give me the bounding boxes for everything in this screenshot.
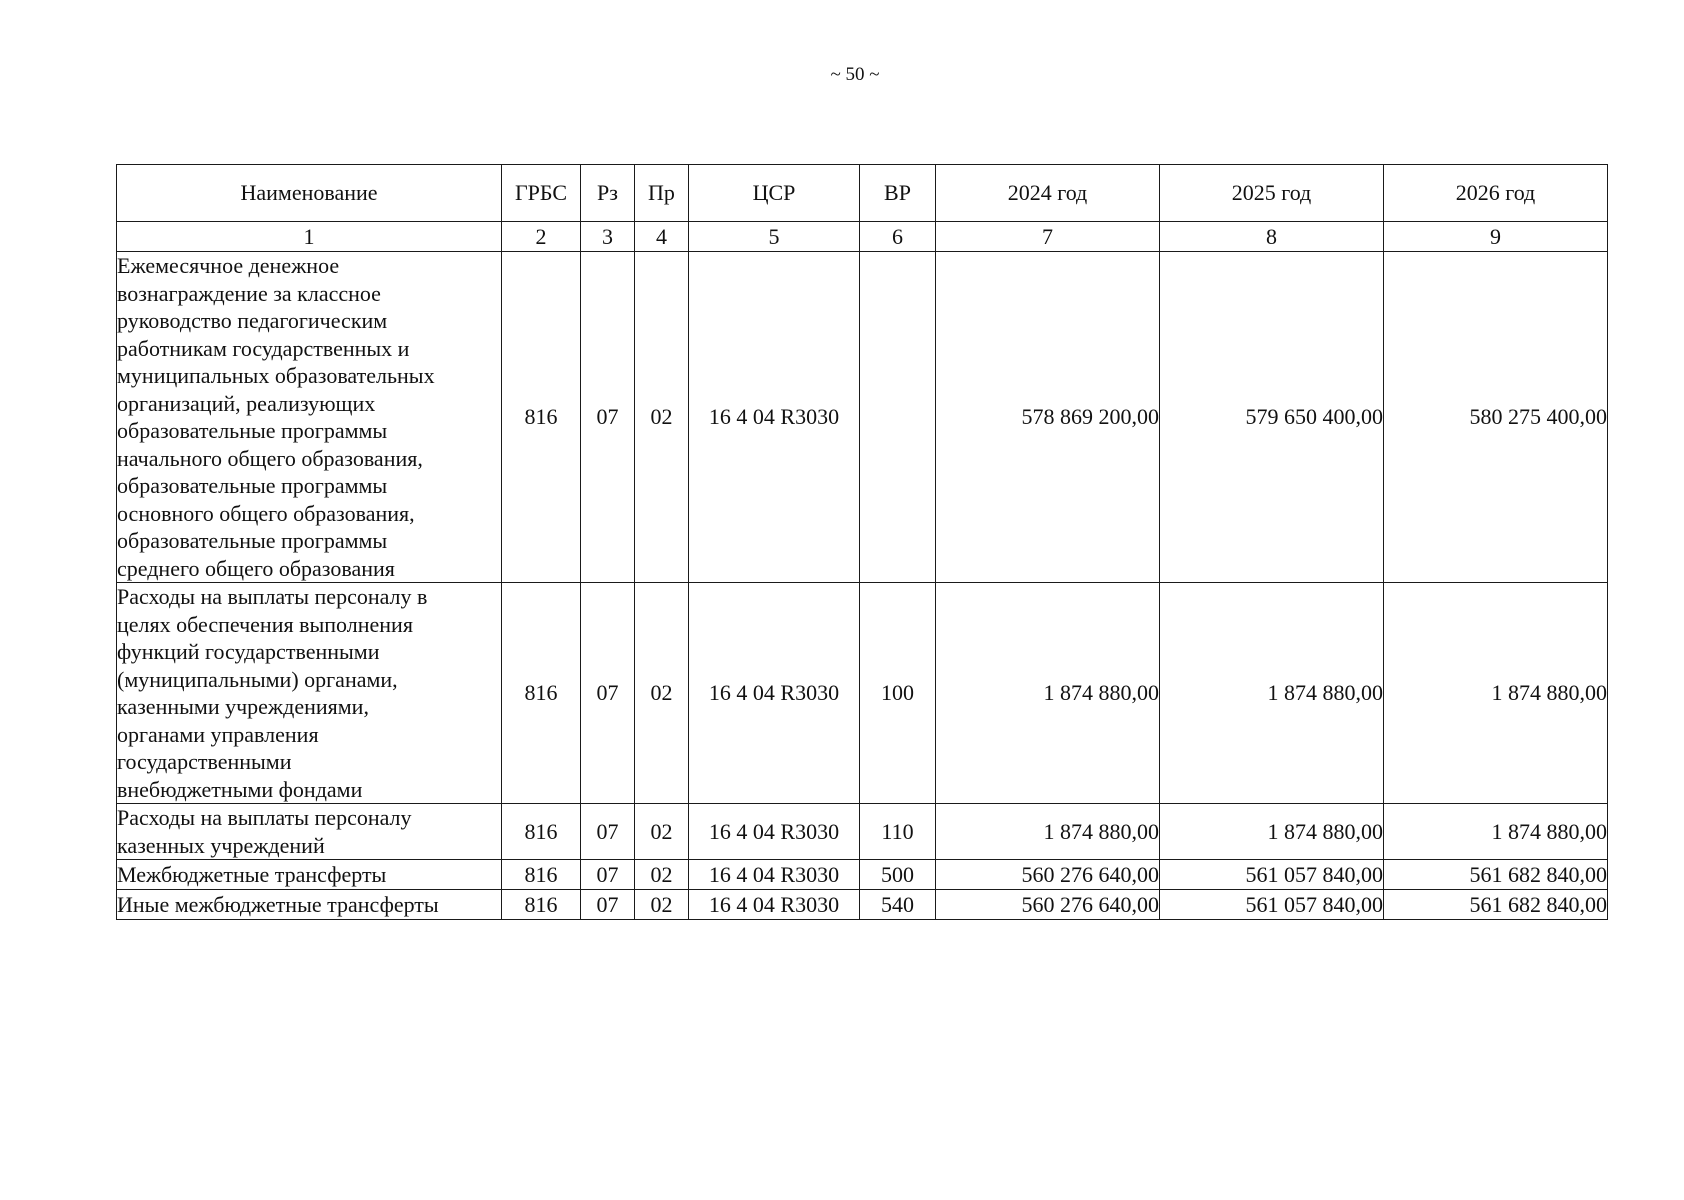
- amount-2024-cell: 560 276 640,00: [936, 890, 1160, 920]
- name-line: Расходы на выплаты персоналу: [117, 805, 412, 830]
- amount-2024-cell: 1 874 880,00: [936, 804, 1160, 860]
- name-line: государственными: [117, 749, 292, 774]
- name-line: казенных учреждений: [117, 832, 325, 858]
- row-name-cell: [117, 583, 502, 804]
- rz-cell: 07: [581, 583, 635, 804]
- row-name-cell: [117, 860, 502, 890]
- amount-2026-cell: 1 874 880,00: [1384, 583, 1608, 804]
- amount-2025-cell: 561 057 840,00: [1160, 890, 1384, 920]
- column-number: 2: [502, 222, 581, 252]
- csr-cell: 16 4 04 R3030: [689, 860, 860, 890]
- rz-cell: 07: [581, 860, 635, 890]
- grbs-cell: 816: [502, 860, 581, 890]
- column-number: 8: [1160, 222, 1384, 252]
- name-line: Иные межбюджетные трансферты: [117, 892, 439, 917]
- column-number: 1: [117, 222, 502, 252]
- vr-cell: 110: [860, 804, 936, 860]
- column-number: 6: [860, 222, 936, 252]
- column-number: 3: [581, 222, 635, 252]
- amount-2025-cell: 1 874 880,00: [1160, 804, 1384, 860]
- amount-2024-cell: 560 276 640,00: [936, 860, 1160, 890]
- name-line: работникам государственных и: [117, 335, 410, 361]
- pr-cell: 02: [635, 804, 689, 860]
- name-line: руководство педагогическим: [117, 308, 388, 333]
- amount-2024-cell: 578 869 200,00: [936, 252, 1160, 583]
- grbs-cell: 816: [502, 252, 581, 583]
- header-vr: ВР: [860, 165, 936, 222]
- header-2026: 2026 год: [1384, 165, 1608, 222]
- pr-cell: 02: [635, 252, 689, 583]
- table-row: [117, 804, 1608, 860]
- name-line: вознаграждение за классное: [117, 280, 381, 306]
- column-number: 5: [689, 222, 860, 252]
- header-name: Наименование: [117, 165, 502, 222]
- amount-2026-cell: 1 874 880,00: [1384, 804, 1608, 860]
- pr-cell: 02: [635, 860, 689, 890]
- vr-cell: 540: [860, 890, 936, 920]
- header-grbs: ГРБС: [502, 165, 581, 222]
- name-line: органами управления: [117, 721, 319, 747]
- name-line: основного общего образования,: [117, 500, 415, 526]
- header-csr: ЦСР: [689, 165, 860, 222]
- name-line: функций государственными: [117, 639, 380, 664]
- grbs-cell: 816: [502, 804, 581, 860]
- rz-cell: 07: [581, 890, 635, 920]
- pr-cell: 02: [635, 890, 689, 920]
- name-line: начального общего образования,: [117, 445, 423, 471]
- column-number: 4: [635, 222, 689, 252]
- amount-2026-cell: 561 682 840,00: [1384, 890, 1608, 920]
- table-header-row: [117, 165, 1608, 222]
- vr-cell: 100: [860, 583, 936, 804]
- csr-cell: 16 4 04 R3030: [689, 252, 860, 583]
- header-2025: 2025 год: [1160, 165, 1384, 222]
- vr-cell: 500: [860, 860, 936, 890]
- csr-cell: 16 4 04 R3030: [689, 890, 860, 920]
- header-2024: 2024 год: [936, 165, 1160, 222]
- name-line: Расходы на выплаты персоналу в: [117, 584, 428, 609]
- csr-cell: 16 4 04 R3030: [689, 583, 860, 804]
- grbs-cell: 816: [502, 890, 581, 920]
- name-line: организаций, реализующих: [117, 390, 376, 416]
- name-line: целях обеспечения выполнения: [117, 611, 413, 637]
- amount-2026-cell: 580 275 400,00: [1384, 252, 1608, 583]
- budget-table: [116, 164, 1608, 920]
- amount-2026-cell: 561 682 840,00: [1384, 860, 1608, 890]
- amount-2025-cell: 561 057 840,00: [1160, 860, 1384, 890]
- amount-2025-cell: 1 874 880,00: [1160, 583, 1384, 804]
- name-line: (муниципальными) органами,: [117, 666, 398, 692]
- table-row: [117, 252, 1608, 583]
- rz-cell: 07: [581, 252, 635, 583]
- name-line: образовательные программы: [117, 418, 388, 443]
- row-name-cell: [117, 252, 502, 583]
- name-line: среднего общего образования: [117, 555, 395, 581]
- grbs-cell: 816: [502, 583, 581, 804]
- rz-cell: 07: [581, 804, 635, 860]
- vr-cell: [860, 252, 936, 583]
- csr-cell: 16 4 04 R3030: [689, 804, 860, 860]
- page-number: ~ 50 ~: [830, 64, 880, 85]
- table-row: [117, 890, 1608, 920]
- name-line: внебюджетными фондами: [117, 776, 363, 802]
- name-line: Ежемесячное денежное: [117, 253, 340, 278]
- amount-2025-cell: 579 650 400,00: [1160, 252, 1384, 583]
- row-name-cell: [117, 890, 502, 920]
- column-number: 9: [1384, 222, 1608, 252]
- table-row: [117, 583, 1608, 804]
- name-line: Межбюджетные трансферты: [117, 862, 387, 887]
- name-line: казенными учреждениями,: [117, 694, 369, 719]
- column-number-row: [117, 222, 1608, 252]
- row-name-cell: [117, 804, 502, 860]
- amount-2024-cell: 1 874 880,00: [936, 583, 1160, 804]
- name-line: образовательные программы: [117, 473, 388, 498]
- pr-cell: 02: [635, 583, 689, 804]
- header-pr: Пр: [635, 165, 689, 222]
- table-row: [117, 860, 1608, 890]
- name-line: муниципальных образовательных: [117, 363, 435, 388]
- column-number: 7: [936, 222, 1160, 252]
- name-line: образовательные программы: [117, 528, 388, 553]
- header-rz: Рз: [581, 165, 635, 222]
